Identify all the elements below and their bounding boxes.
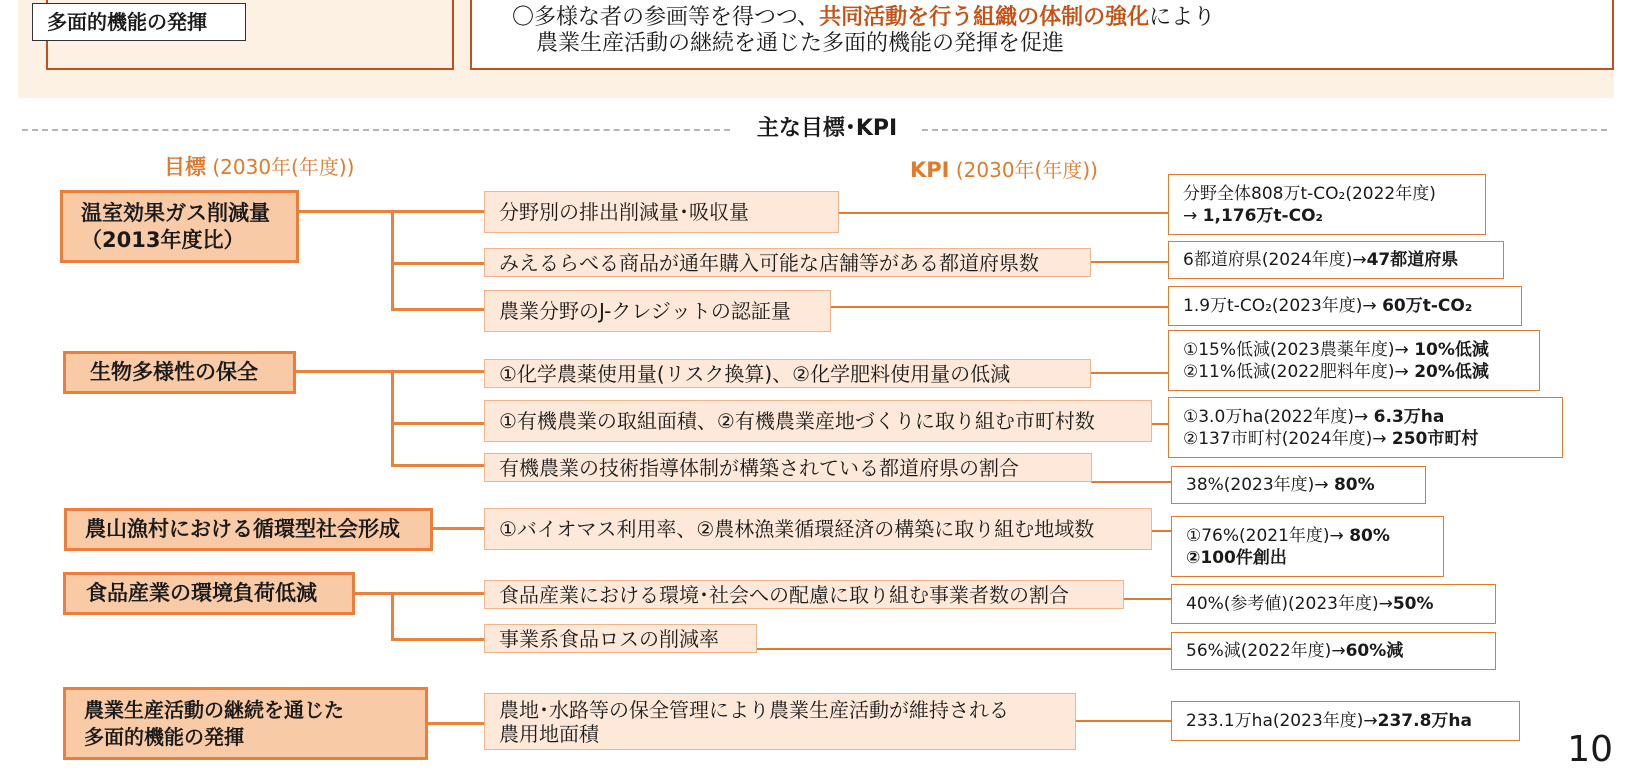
- top-description-line1: [512, 5, 1215, 31]
- kpi-target: ②100件創出: [1186, 547, 1287, 568]
- kpi-target: 237.8万ha: [1377, 711, 1472, 731]
- kpi-food-loss: [1171, 632, 1496, 670]
- kpi-line: [1186, 593, 1495, 615]
- kpi-baseline: 56%減(2022年度)→: [1186, 641, 1346, 661]
- connector: [391, 592, 394, 641]
- item-farmland-area: [484, 693, 1076, 750]
- kpi-guidance: [1171, 466, 1426, 504]
- kpi-connector: [1091, 481, 1171, 483]
- kpi-connector: [756, 648, 1171, 650]
- kpi-line: [1186, 525, 1443, 547]
- item-organic-farming: ①有機農業の取組面積、②有機農業産地づくりに取り組む市町村数: [484, 400, 1152, 442]
- goal-line: 食品産業の環境負荷低減: [86, 581, 317, 605]
- kpi-line: [1183, 295, 1521, 317]
- item-food-loss: 事業系食品ロスの削減率: [484, 624, 757, 653]
- goals-header: [164, 154, 354, 180]
- kpi-baseline: 6都道府県(2024年度)→: [1183, 250, 1367, 270]
- connector: [354, 592, 484, 595]
- kpi-header-year: (2030年(年度)): [955, 158, 1098, 182]
- kpi-baseline: ②11%低減(2022肥料年度)→: [1183, 361, 1415, 382]
- kpi-line: [1183, 205, 1485, 227]
- kpi-organic: [1168, 397, 1563, 458]
- kpi-target: 60万t-CO₂: [1382, 296, 1473, 316]
- kpi-target: 50%: [1392, 594, 1434, 614]
- kpi-line: [1186, 474, 1425, 496]
- kpi-baseline: ①15%低減(2023農薬年度)→: [1183, 339, 1415, 360]
- kpi-connector: [1090, 372, 1168, 374]
- kpi-connector: [838, 212, 1168, 214]
- kpi-target: 1,176万t-CO₂: [1202, 205, 1323, 226]
- top-label: 多面的機能の発揮: [32, 3, 246, 41]
- item-j-credit: 農業分野のJ-クレジットの認証量: [484, 290, 831, 332]
- kpi-target: 250市町村: [1391, 428, 1479, 449]
- connector: [391, 464, 484, 467]
- goal-line: 多面的機能の発揮: [84, 724, 244, 749]
- kpi-line: [1183, 406, 1562, 428]
- item-line: 農用地面積: [499, 721, 599, 746]
- kpi-baseline: →: [1183, 205, 1203, 226]
- goals-header-year: (2030年(年度)): [212, 155, 355, 179]
- kpi-ghg: [1168, 174, 1486, 235]
- connector: [428, 722, 484, 725]
- kpi-prefectures: [1168, 241, 1504, 279]
- connector: [391, 210, 394, 310]
- kpi-line: [1183, 361, 1539, 383]
- top-line1-pre: 〇多様な者の参画等を得つつ、: [512, 5, 820, 30]
- kpi-header: [910, 157, 1098, 183]
- kpi-food-business: [1171, 584, 1496, 624]
- top-description-line2: 農業生産活動の継続を通じた多面的機能の発揮を促進: [536, 31, 1065, 56]
- kpi-baseline: ①3.0万ha(2022年度)→: [1183, 406, 1374, 427]
- goal-line: 生物多様性の保全: [90, 360, 258, 384]
- connector: [294, 370, 484, 373]
- item-chemical-reduction: ①化学農薬使用量(リスク換算)、②化学肥料使用量の低減: [484, 359, 1091, 388]
- kpi-j-credit: [1168, 286, 1522, 326]
- goal-food-industry: [63, 572, 355, 615]
- goal-circular-society: [64, 508, 433, 551]
- kpi-connector: [1151, 530, 1171, 532]
- top-line1-highlight: 共同活動を行う組織の体制の強化: [819, 5, 1150, 30]
- kpi-baseline: 233.1万ha(2023年度)→: [1186, 711, 1378, 731]
- kpi-line: [1183, 339, 1539, 361]
- goal-multifunctionality: [63, 687, 428, 760]
- goal-biodiversity: [63, 351, 296, 394]
- goal-line: 農山漁村における循環型社会形成: [85, 517, 400, 541]
- divider-left: [22, 129, 730, 131]
- kpi-target: 60%減: [1345, 641, 1404, 661]
- item-mierularbel-stores: みえるらべる商品が通年購入可能な店舗等がある都道府県数: [484, 248, 1091, 277]
- kpi-line: [1186, 710, 1519, 732]
- kpi-baseline: 40%(参考値)(2023年度)→: [1186, 594, 1393, 614]
- item-food-industry-businesses: 食品産業における環境･社会への配慮に取り組む事業者数の割合: [484, 580, 1124, 609]
- kpi-connector: [830, 306, 1168, 308]
- section-title: 主な目標･KPI: [737, 114, 917, 144]
- kpi-line: [1186, 640, 1495, 662]
- connector: [391, 262, 484, 265]
- kpi-target: 80%: [1333, 475, 1375, 495]
- connector: [391, 422, 484, 425]
- kpi-chemicals: [1168, 330, 1540, 391]
- kpi-connector: [1123, 598, 1171, 600]
- connector: [391, 370, 394, 467]
- item-biomass: ①バイオマス利用率、②農林漁業循環経済の構築に取り組む地域数: [484, 508, 1152, 550]
- kpi-target: 6.3万ha: [1373, 406, 1445, 427]
- kpi-baseline: 1.9万t-CO₂(2023年度)→: [1183, 296, 1383, 316]
- kpi-line: 分野全体808万t-CO₂(2022年度): [1183, 183, 1436, 204]
- item-line: 農地･水路等の保全管理により農業生産活動が維持される: [499, 697, 1009, 722]
- item-technical-guidance: 有機農業の技術指導体制が構築されている都道府県の割合: [484, 453, 1092, 482]
- kpi-biomass: [1171, 516, 1444, 577]
- connector: [391, 638, 484, 641]
- goals-header-label: 目標: [164, 155, 206, 179]
- top-line1-post: により: [1149, 5, 1216, 30]
- kpi-farmland: [1171, 701, 1520, 741]
- kpi-baseline: ①76%(2021年度)→: [1186, 525, 1350, 546]
- kpi-baseline: ②137市町村(2024年度)→: [1183, 428, 1392, 449]
- kpi-connector: [1075, 720, 1171, 722]
- connector: [432, 527, 484, 530]
- goal-ghg-reduction: [60, 190, 299, 263]
- kpi-connector: [1090, 261, 1168, 263]
- kpi-line: [1183, 249, 1503, 271]
- kpi-line: [1186, 547, 1443, 569]
- goal-line: 農業生産活動の継続を通じた: [84, 697, 344, 722]
- kpi-target: 20%低減: [1414, 361, 1489, 382]
- kpi-header-label: KPI: [910, 158, 950, 182]
- kpi-target: 80%: [1349, 525, 1390, 546]
- kpi-target: 47都道府県: [1366, 250, 1459, 270]
- item-emission-reduction: 分野別の排出削減量･吸収量: [484, 191, 839, 233]
- goal-line: 温室効果ガス削減量: [81, 200, 270, 225]
- kpi-line: [1183, 428, 1562, 450]
- kpi-target: 10%低減: [1414, 339, 1489, 360]
- goal-line: （2013年度比）: [81, 227, 245, 252]
- divider-right: [922, 129, 1607, 131]
- kpi-baseline: 38%(2023年度)→: [1186, 475, 1334, 495]
- connector: [391, 308, 484, 311]
- page-number: 10: [1567, 729, 1613, 770]
- kpi-connector: [1151, 423, 1168, 425]
